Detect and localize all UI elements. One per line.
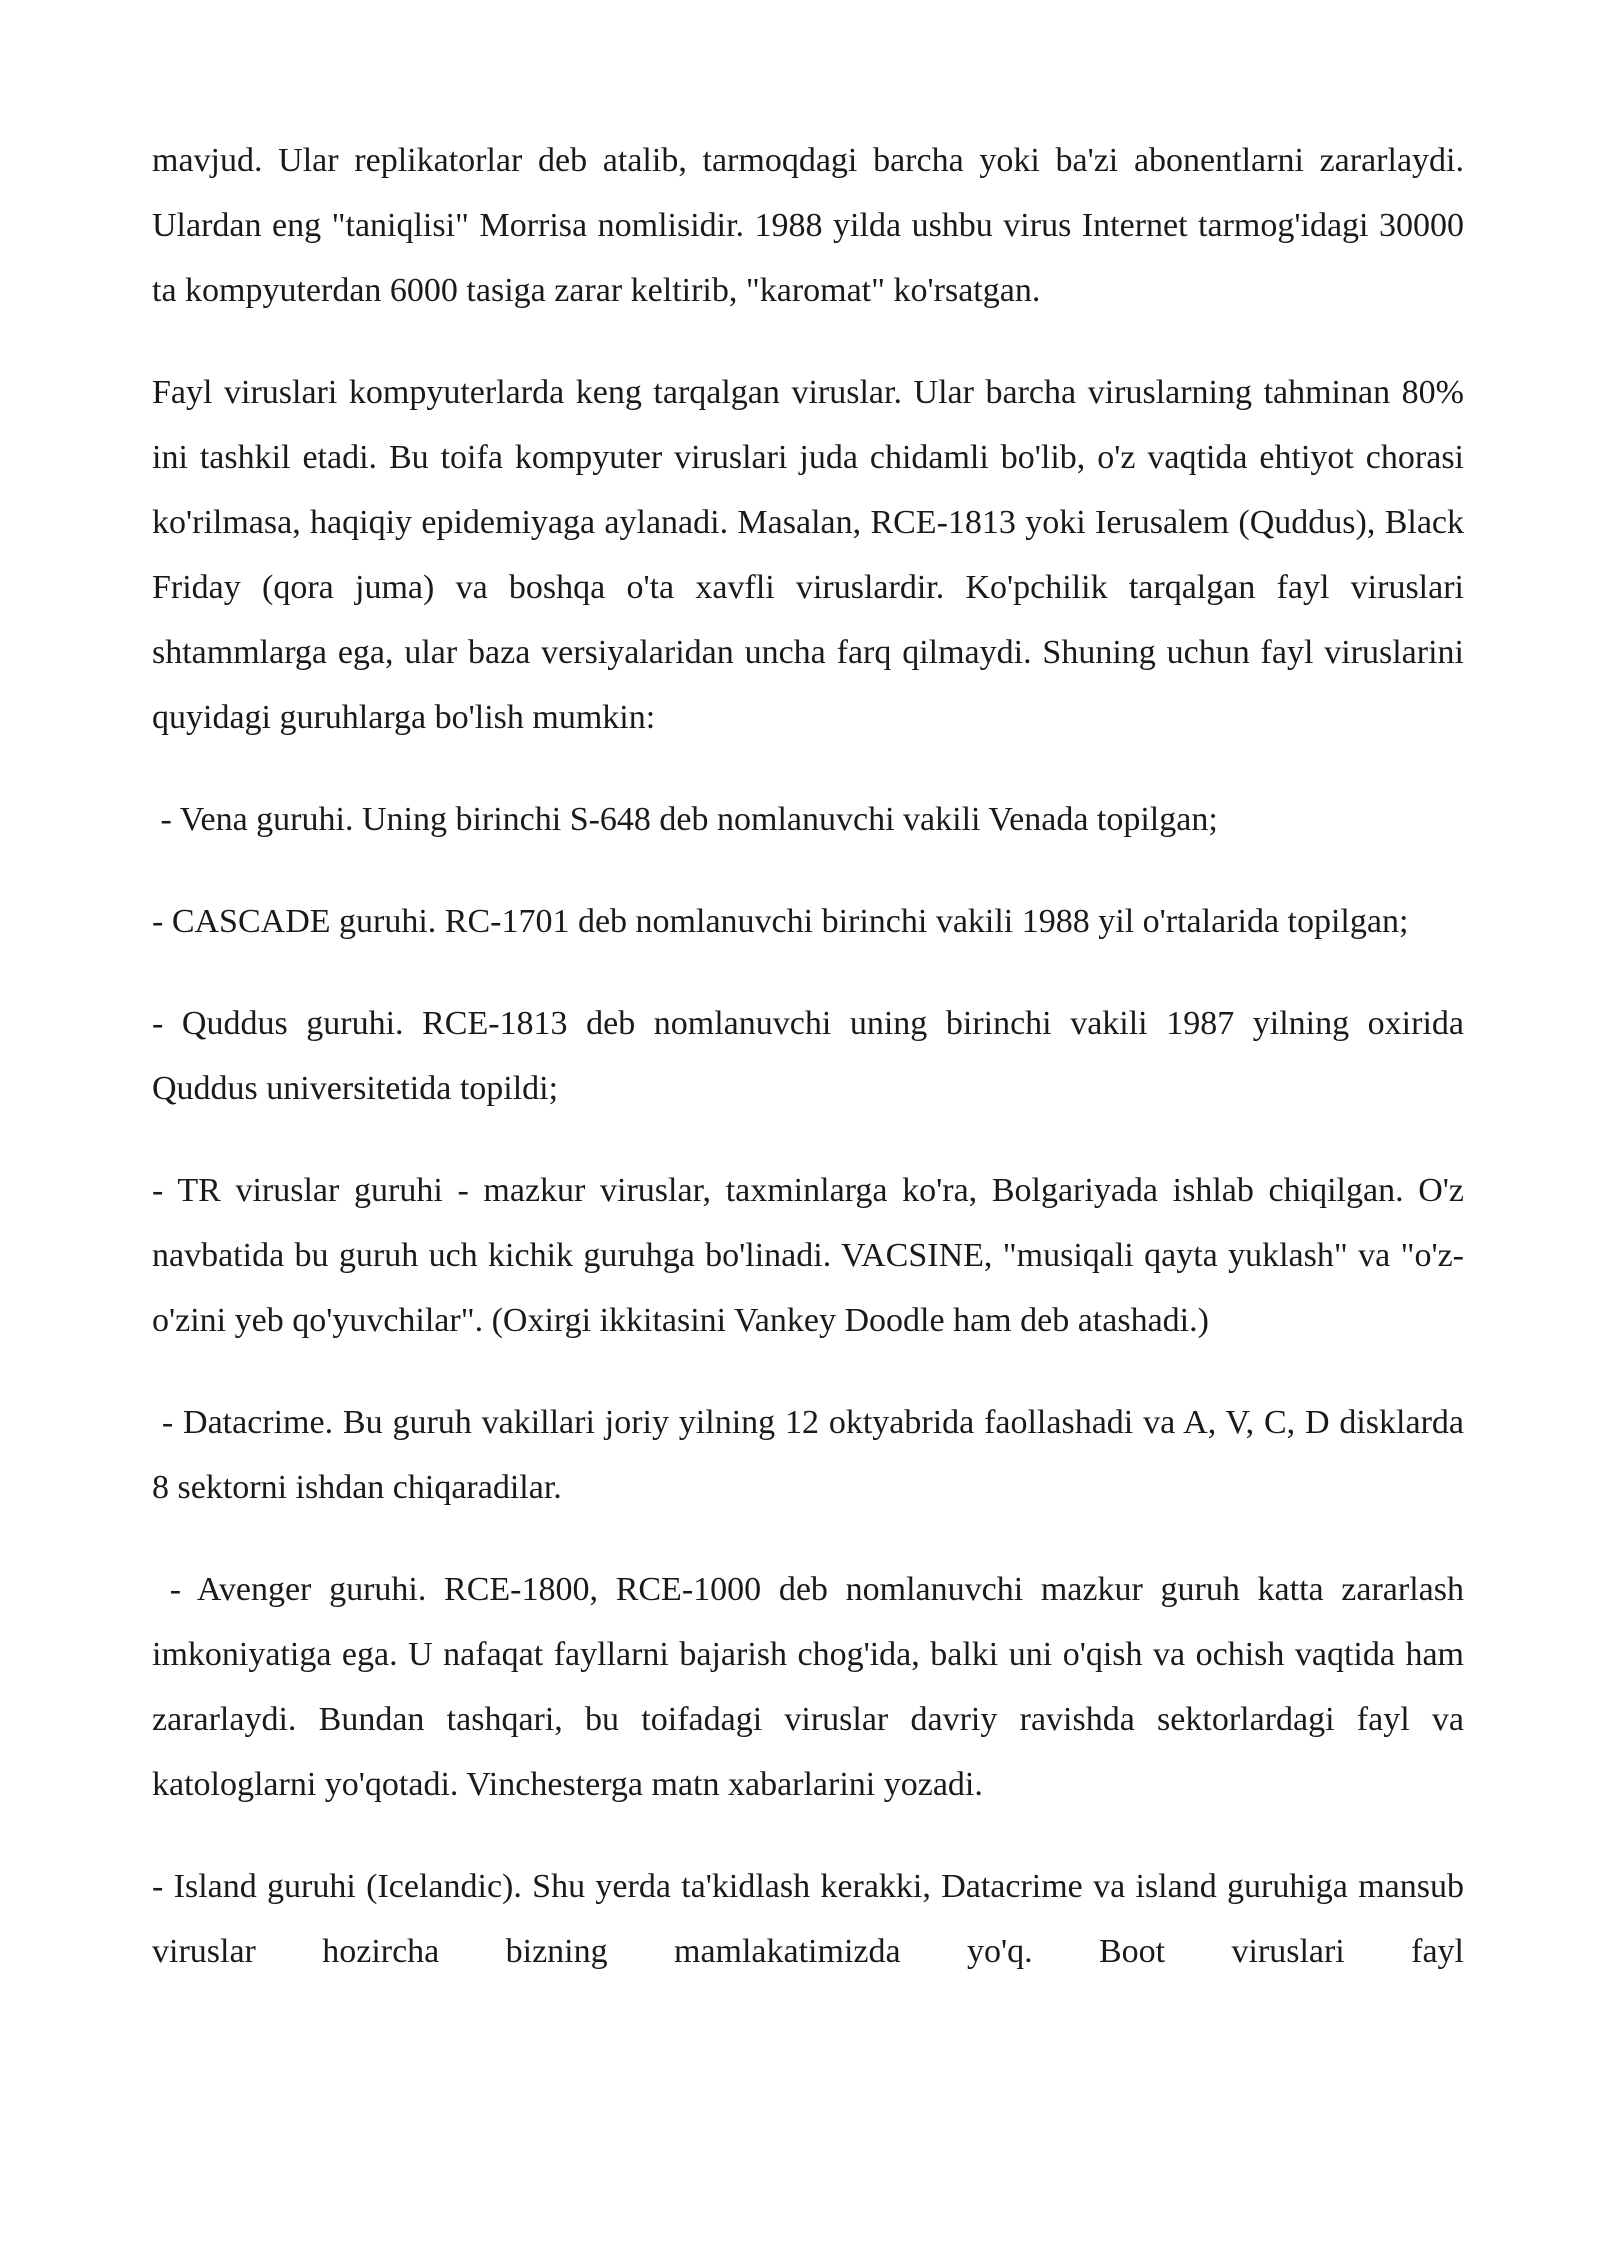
list-item-tr-group: - TR viruslar guruhi - mazkur viruslar, taxminlarga ko'ra, Bolgariyada ishlab chiqilgan. O'z navbatida bu guruh uch kichik guruhga bo'linadi. VACSINE, "musiqali qayta yuklash" va "o'z-o'zini yeb qo'yuvchilar". (Oxirgi ikkitasini Vankey Doodle ham deb atashadi.): [152, 1172, 1464, 1339]
list-item-avenger-group: - Avenger guruhi. RCE-1800, RCE-1000 deb nomlanuvchi mazkur guruh katta zararlash imkoniyatiga ega. U nafaqat fayllarni bajarish chog'ida, balki uni o'qish va ochish vaqtida ham zararlaydi. Bundan tashqari, bu toifadagi viruslar davriy ravishda sektorlardagi fayl va katologlarni yo'qotadi. Vinchesterga matn xabarlarini yozadi.: [152, 1571, 1473, 1803]
document-body: [152, 128, 1473, 1984]
list-item-island-group: - Island guruhi (Icelandic). Shu yerda ta'kidlash kerakki, Datacrime va island guruhiga mansub viruslar hozircha bizning mamlakatimizda yo'q. Boot viruslari fayl: [152, 1868, 1464, 1970]
paragraph-file-viruses: Fayl viruslari kompyuterlarda keng tarqalgan viruslar. Ular barcha viruslarning tahminan 80% ini tashkil etadi. Bu toifa kompyuter viruslari juda chidamli bo'lib, o'z vaqtida ehtiyot chorasi ko'rilmasa, haqiqiy epidemiyaga aylanadi. Masalan, RCE-1813 yoki Ierusalem (Quddus), Black Friday (qora juma) va boshqa o'ta xavfli viruslardir. Ko'pchilik tarqalgan fayl viruslari shtammlarga ega, ular baza versiyalaridan uncha farq qilmaydi. Shuning uchun fayl viruslarini quyidagi guruhlarga bo'lish mumkin:: [152, 374, 1464, 736]
list-item-quddus-group: - Quddus guruhi. RCE-1813 deb nomlanuvchi uning birinchi vakili 1987 yilning oxirida Quddus universitetida topildi;: [152, 1005, 1464, 1107]
list-item-cascade-group: - CASCADE guruhi. RC-1701 deb nomlanuvchi birinchi vakili 1988 yil o'rtalarida topilgan;: [152, 903, 1409, 940]
paragraph-worms-intro: mavjud. Ular replikatorlar deb atalib, tarmoqdagi barcha yoki ba'zi abonentlarni zararlaydi. Ulardan eng "taniqlisi" Morrisa nomlisidir. 1988 yilda ushbu virus Internet tarmog'idagi 30000 ta kompyuterdan 6000 tasiga zarar keltirib, "karomat" ko'rsatgan.: [152, 142, 1464, 309]
list-item-datacrime-group: - Datacrime. Bu guruh vakillari joriy yilning 12 oktyabrida faollashadi va A, V, C, D disklarda 8 sektorni ishdan chiqaradilar.: [152, 1404, 1473, 1506]
list-item-vena-group: - Vena guruhi. Uning birinchi S-648 deb nomlanuvchi vakili Venada topilgan;: [152, 801, 1218, 838]
